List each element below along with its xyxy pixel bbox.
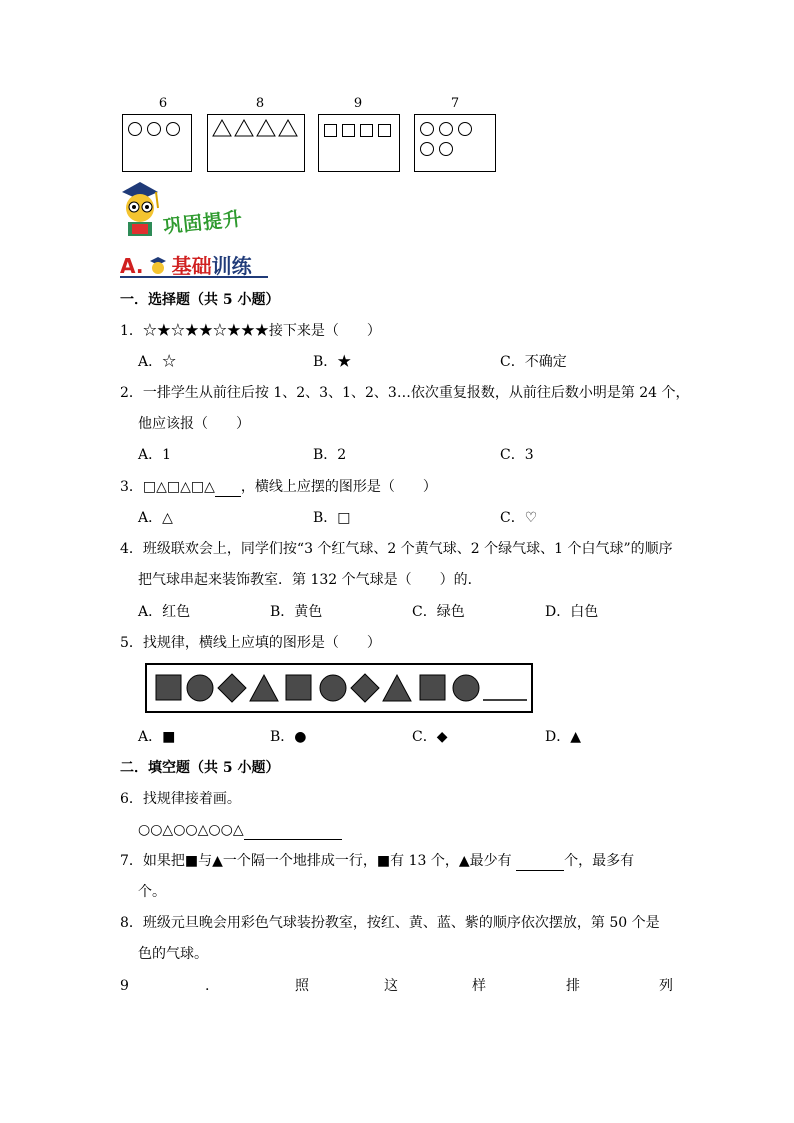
q2-stem-line1: 2．一排学生从前往后按 1、2、3、1、2、3…依次重复报数，从前往后数小明是第 24 个， [120,385,690,401]
diamond-icon [218,674,246,702]
group-number: 9 [353,96,363,111]
triangle-icon [250,675,278,701]
q1-option-a[interactable]: A．☆ [138,354,177,370]
q3-option-c[interactable]: C．♡ [500,510,538,526]
group-box [318,114,400,172]
answer-blank[interactable] [244,839,342,840]
q7-stem-line2: 个。 [138,884,166,900]
q5-option-c[interactable]: C．◆ [412,729,448,745]
q7-stem-line1: 7．如果把■与▲一个隔一个地排成一行，■有 13 个，▲最少有 个，最多有 [120,853,635,869]
section-letter: A. [120,254,144,278]
q6-sequence: ○○△○○△○○△ [138,820,342,840]
q2-stem-line2: 他应该报（ ） [138,416,250,432]
mascot-small-icon [149,256,167,276]
q5-option-d[interactable]: D．▲ [545,729,581,745]
square-icon [286,675,311,700]
q3-option-a[interactable]: A．△ [138,510,173,526]
triangles-icon [212,119,300,137]
q1-option-b[interactable]: B．★ [313,354,352,370]
q4-option-a[interactable]: A．红色 [138,604,191,620]
q4-option-c[interactable]: C．绿色 [412,604,465,620]
q6-stem: 6．找规律接着画。 [120,791,241,807]
q4-stem-line2: 把气球串起来装饰教室．第 132 个气球是（ ）的． [138,572,482,588]
q1-option-c[interactable]: C．不确定 [500,354,567,370]
section-a-heading [120,250,252,276]
section-title-red: 基础 [171,254,212,278]
group-box [414,114,496,172]
answer-blank[interactable] [516,870,564,871]
q4-stem-line1: 4．班级联欢会上，同学们按“3 个红气球、2 个黄气球、2 个绿气球、1 个白气球”的顺序 [120,541,673,557]
section-title-blue: 训练 [211,254,252,278]
square-icon [420,675,445,700]
section-underline [120,276,268,278]
group-box [207,114,305,172]
triangle-icon [383,675,411,701]
part1-title: 一．选择题（共 5 小题） [120,292,280,308]
q2-option-c[interactable]: C．3 [500,447,534,463]
circle-icon [320,675,346,701]
banner-title: 巩固提升 [162,207,245,239]
q3-option-b[interactable]: B．□ [313,510,351,526]
cartoon-mascot-icon [118,178,168,240]
group-number: 8 [255,96,265,111]
q8-stem-line1: 8．班级元旦晚会用彩色气球装扮教室，按红、黄、蓝、紫的顺序依次摆放，第 50 个是 [120,915,660,931]
circle-icon [453,675,479,701]
group-number: 7 [450,96,460,111]
q5-option-b[interactable]: B．● [270,729,307,745]
q2-option-b[interactable]: B．2 [313,447,347,463]
part2-title: 二．填空题（共 5 小题） [120,760,280,776]
q3-stem: 3．□△□△□△ ，横线上应摆的图形是（ ） [120,479,437,495]
square-icon [156,675,181,700]
shape-sequence-figure [145,663,533,713]
group-box [122,114,192,172]
q5-option-a[interactable]: A．■ [138,729,176,745]
q1-stem: 1．☆★☆★★☆★★★接下来是（ ） [120,323,381,339]
group-number: 6 [158,96,168,111]
answer-blank[interactable] [215,496,241,497]
q2-option-a[interactable]: A．1 [138,447,172,463]
diamond-icon [351,674,379,702]
q4-option-b[interactable]: B．黄色 [270,604,323,620]
q4-option-d[interactable]: D．白色 [545,604,599,620]
q5-stem: 5．找规律，横线上应填的图形是（ ） [120,635,381,651]
q8-stem-line2: 色的气球。 [138,946,208,962]
circle-icon [187,675,213,701]
